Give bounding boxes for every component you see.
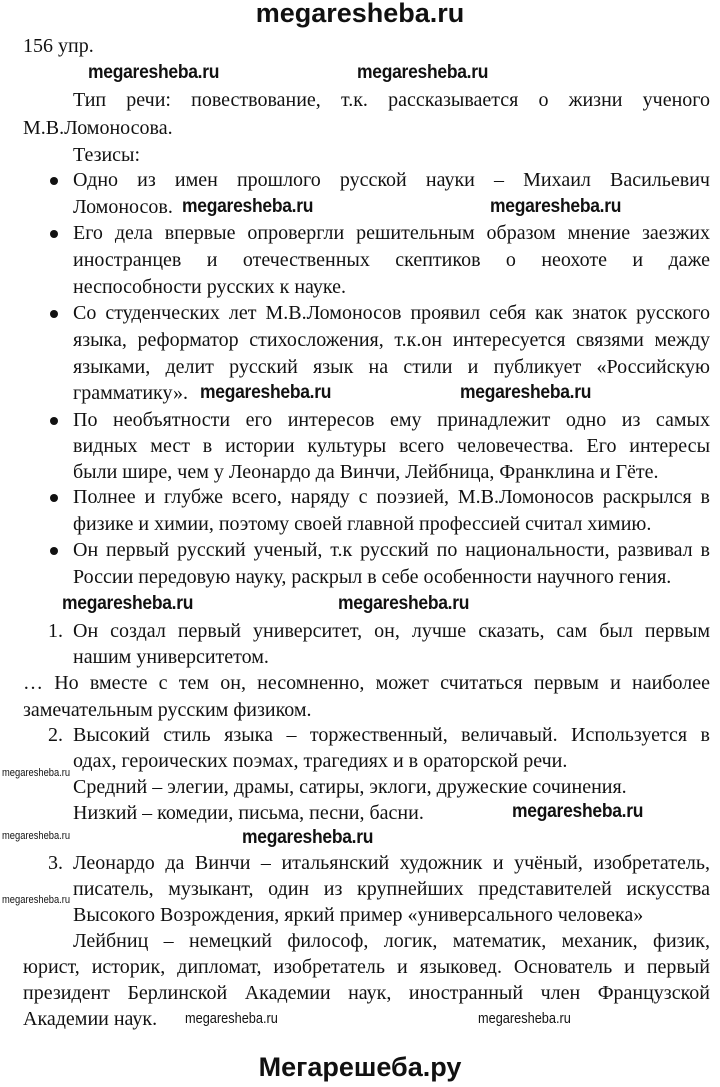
- item-line: Средний – элегии, драмы, сатиры, эклоги, дружеские сочинения.: [73, 776, 627, 798]
- bullet-line: языками, делит русский язык на стили и публикует «Российскую: [73, 356, 710, 378]
- watermark: megaresheba.ru: [357, 62, 489, 83]
- leibniz-line: юрист, историк, дипломат, изобретатель и языковед. Основатель и первый: [23, 956, 710, 978]
- item-line: Он создал первый университет, он, лучше сказать, сам был первым: [73, 620, 710, 642]
- item-number: 1.: [48, 620, 63, 642]
- bullet-icon: [50, 310, 58, 318]
- bullet-icon: [50, 230, 58, 238]
- item-number: 2.: [48, 724, 63, 746]
- bullet-line: Одно из имен прошлого русской науки – Михаил Васильевич: [73, 169, 710, 191]
- bullet-line: России передовую науку, раскрыл в себе особенности научного гения.: [73, 566, 672, 588]
- leibniz-line: Академии наук.: [23, 1008, 158, 1030]
- watermark: megaresheba.ru: [182, 196, 314, 217]
- bullet-line: языка, реформатор стихосложения, т.к.он интересуется связями между: [73, 329, 710, 351]
- watermark: megaresheba.ru: [478, 1010, 571, 1027]
- watermark: megaresheba.ru: [512, 801, 644, 822]
- bullet-line: По необъятности его интересов ему принадлежит одно из самых: [73, 409, 710, 431]
- bullet-line: Со студенческих лет М.В.Ломоносов проявил себя как знаток русского: [73, 302, 710, 324]
- watermark: megaresheba.ru: [200, 382, 332, 403]
- leibniz-line: президент Берлинской Академии наук, иностранный член Французской: [23, 982, 710, 1004]
- intro-line: Тип речи: повествование, т.к. рассказывается о жизни ученого: [73, 89, 710, 111]
- bullet-line: грамматику».: [73, 382, 188, 404]
- watermark: megaresheba.ru: [2, 894, 71, 906]
- item-line: писатель, музыкант, один из крупнейших представителей искусства: [73, 878, 710, 900]
- bullet-icon: [50, 177, 58, 185]
- watermark: megaresheba.ru: [242, 827, 374, 848]
- watermark: megaresheba.ru: [2, 830, 71, 842]
- bullet-line: видных мест в истории культуры всего человечества. Его интересы: [73, 435, 710, 457]
- site-footer: Мегарешеба.ру: [258, 1052, 462, 1082]
- watermark: megaresheba.ru: [62, 593, 194, 614]
- intro-line: М.В.Ломоносова.: [23, 117, 173, 139]
- watermark: megaresheba.ru: [2, 767, 71, 779]
- bullet-line: Полнее и глубже всего, наряду с поэзией, М.В.Ломоносов раскрылся в: [73, 486, 710, 508]
- item-line: нашим университетом.: [73, 646, 269, 668]
- bullet-line: физике и химии, поэтому своей главной профессией считал химию.: [73, 513, 652, 535]
- bullet-line: Он первый русский ученый, т.к русский по национальности, развивал в: [73, 539, 710, 561]
- watermark: megaresheba.ru: [460, 382, 592, 403]
- item-line: одах, героических поэмах, трагедиях и в ораторской речи.: [73, 750, 568, 772]
- item-line: Высокого Возрождения, яркий пример «универсального человека»: [73, 904, 644, 926]
- item-number: 3.: [48, 852, 63, 874]
- watermark: megaresheba.ru: [490, 196, 622, 217]
- bullet-icon: [50, 494, 58, 502]
- bullet-line: иностранцев и отечественных скептиков о неохоте и даже: [73, 249, 710, 271]
- bullet-line: были шире, чем у Леонардо да Винчи, Лейбница, Франклина и Гёте.: [73, 461, 659, 483]
- leibniz-line: Лейбниц – немецкий философ, логик, математик, механик, физик,: [73, 930, 710, 952]
- quote-line: замечательным русским физиком.: [23, 699, 312, 721]
- theses-label: Тезисы:: [73, 144, 141, 166]
- item-line: Низкий – комедии, письма, песни, басни.: [73, 802, 424, 824]
- watermark: megaresheba.ru: [338, 593, 470, 614]
- watermark: megaresheba.ru: [185, 1010, 278, 1027]
- bullet-icon: [50, 547, 58, 555]
- site-header: megaresheba.ru: [255, 0, 465, 28]
- item-line: Леонардо да Винчи – итальянский художник и учёный, изобретатель,: [73, 852, 710, 874]
- exercise-number: 156 упр.: [23, 35, 94, 57]
- bullet-icon: [50, 417, 58, 425]
- bullet-line: Его дела впервые опровергли решительным образом мнение заезжих: [73, 222, 710, 244]
- item-line: Высокий стиль языка – торжественный, величавый. Используется в: [73, 724, 710, 746]
- bullet-line: Ломоносов.: [73, 196, 173, 218]
- bullet-line: неспособности русских к науке.: [73, 276, 347, 298]
- quote-line: … Но вместе с тем он, несомненно, может считаться первым и наиболее: [23, 672, 710, 694]
- watermark: megaresheba.ru: [88, 62, 220, 83]
